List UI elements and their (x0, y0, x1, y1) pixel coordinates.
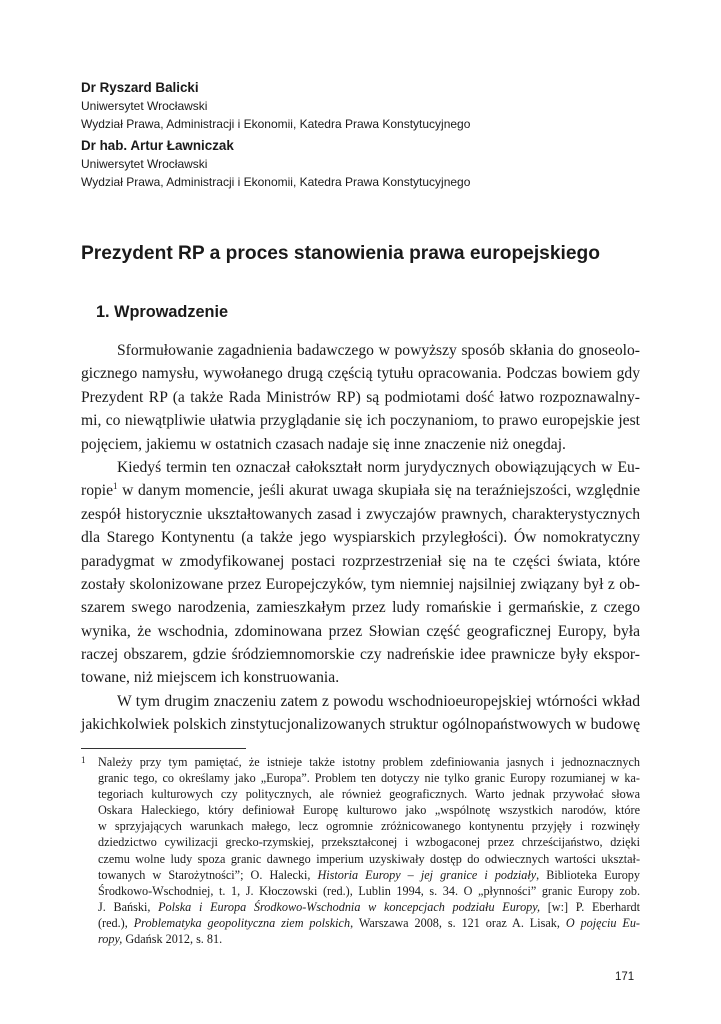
footnote-line: tegoriach kulturowych czy politycznych, ale również geograficznych. Warto jednak przywołać słowa (98, 787, 640, 802)
text-fragment: towanych w Starożytności”; O. Halecki, (98, 867, 318, 882)
footnote-line: Należy przy tym pamiętać, że istnieje także istotny problem zdefiniowania jasnych i jednoznacznych (98, 755, 640, 769)
text-line: szarem swego narodzenia, zamieszkałym przez ludy romańskie i germańskie, z czego (81, 599, 640, 617)
text-line: pojęciem, jakiemu w ostatnich czasach nadaje się inne znaczenie niż onegdaj. (81, 435, 566, 453)
text-fragment: (red.), (98, 915, 134, 930)
footnote-line (98, 931, 640, 947)
author-1 (81, 79, 661, 133)
footnote-line: czemu wolne ludy spoza granic dawnego imperium uzyskiwały dostęp do odwiecznych wartości ukształ- (98, 851, 640, 866)
text-line: zespół historycznie ukształtowanych zasad i zwyczajów prawnych, charakterystycznych (81, 505, 640, 523)
article-title: Prezydent RP a proces stanowienia prawa europejskiego (81, 243, 600, 264)
cited-title: ropy, (98, 932, 123, 947)
footnote-line: Oskara Haleckiego, który definiował Europę kulturowo jako „wspólnotę wszystkich narodów, które (98, 803, 640, 818)
author-department: Wydział Prawa, Administracji i Ekonomii, Katedra Prawa Konstytucyjnego (81, 175, 471, 189)
text-line: wynika, że wschodnia, zdominowana przez Słowian część geograficznej Europy, była (81, 622, 640, 640)
footnote-line (98, 899, 640, 915)
text-fragment: , Biblioteka Europy (536, 867, 640, 882)
author-2 (81, 137, 661, 191)
text-fragment: , Warszawa 2008, s. 121 oraz A. Lisak, (350, 915, 566, 930)
author-name: Dr Ryszard Balicki (81, 80, 199, 95)
footnote-line: dziedzictwo cywilizacji grecko-rzymskiej, przekształconej i wzbogaconej przez chrześcijaństwo, dzięki (98, 835, 640, 850)
text-line: Kiedyś termin ten oznaczał całokształt norm jurydycznych obowiązujących w Eu- (117, 458, 640, 476)
section-heading: 1. Wprowadzenie (96, 303, 229, 321)
text-line: mi, co niewątpliwie ułatwia przyglądanie się ich poczynaniom, to prawo europejskie jest (81, 412, 640, 430)
text-fragment: J. Bański, (98, 899, 159, 914)
footnote-text (98, 754, 640, 947)
footnote-line (98, 915, 640, 931)
text-line: Sformułowanie zagadnienia badawczego w powyższy sposób skłania do gnoseolo- (117, 342, 640, 359)
text-line: zostały skolonizowane przez Europejczyków, tym niemniej najsilniej związany był z ob- (81, 575, 640, 593)
text-line: jakichkolwiek polskich zinstytucjonalizowanych struktur ogólnopaństwowych w budowę (81, 716, 640, 734)
text-fragment: [w:] P. Eberhardt (540, 899, 640, 914)
text-fragment: ropie (81, 482, 114, 500)
cited-title: Polska i Europa Środkowo-Wschodnia w koncepcjach podziału Europy, (158, 899, 541, 914)
footnote-line: w sprzyjających warunkach małego, lecz ogromnie zróżnicowanego kontynentu przyjęły i rozwinęły (98, 819, 640, 834)
text-fragment: Gdańsk 2012, s. 81. (122, 932, 223, 947)
text-line: W tym drugim znaczeniu zatem z powodu wschodnioeuropejskiej wtórności wkład (117, 692, 640, 710)
text-line: gicznego namysłu, wywołanego drugą częścią tytułu opracowania. Podczas bowiem gdy (81, 365, 640, 383)
author-block (81, 79, 661, 191)
footnote-line: Środkowo-Wschodniej, t. 1, J. Kłoczowski (red.), Lublin 1994, s. 34. O „płynności” granic Europy zob. (98, 883, 640, 898)
cited-title: Problematyka geopolityczna ziem polskich (133, 915, 351, 930)
footnote-line: granic tego, co określamy jako „Europa”. Problem ten dotyczy nie tylko granic Europy rozumianej w ka- (98, 771, 640, 786)
text-fragment: w danym momencie, jeśli akurat uwaga skupiała się na teraźniejszości, względnie (117, 482, 640, 500)
footnote (81, 754, 640, 947)
author-name: Dr hab. Artur Ławniczak (81, 138, 234, 153)
text-line: raczej obszarem, gdzie śródziemnomorskie czy nadreńskie idee prawnicze były ekspor- (81, 646, 640, 664)
footnote-divider (81, 748, 246, 749)
text-line: paradygmat w zmodyfikowanej postaci rozprzestrzeniał się na te części świata, które (81, 552, 640, 570)
text-line (81, 479, 640, 502)
body-text (81, 339, 640, 737)
cited-title: Historia Europy – jej granice i podziały (317, 867, 537, 882)
footnote-line (98, 867, 640, 883)
cited-title: O pojęciu Eu- (565, 915, 640, 930)
page-number: 171 (615, 971, 635, 983)
author-university: Uniwersytet Wrocławski (81, 157, 208, 171)
author-university: Uniwersytet Wrocławski (81, 99, 208, 113)
footnote-reference[interactable]: 1 (113, 481, 118, 492)
author-department: Wydział Prawa, Administracji i Ekonomii, Katedra Prawa Konstytucyjnego (81, 117, 471, 131)
text-line: towane, niż miejscem ich konstruowania. (81, 669, 340, 687)
text-line: dla Starego Kontynentu (a także jego wyspiarskich przyległości). Ów nomokratyczny (81, 529, 640, 547)
footnote-number: 1 (81, 755, 86, 765)
text-line: Prezydent RP (a także Rada Ministrów RP) są podmiotami dość łatwo rozpoznawalny- (81, 388, 640, 406)
